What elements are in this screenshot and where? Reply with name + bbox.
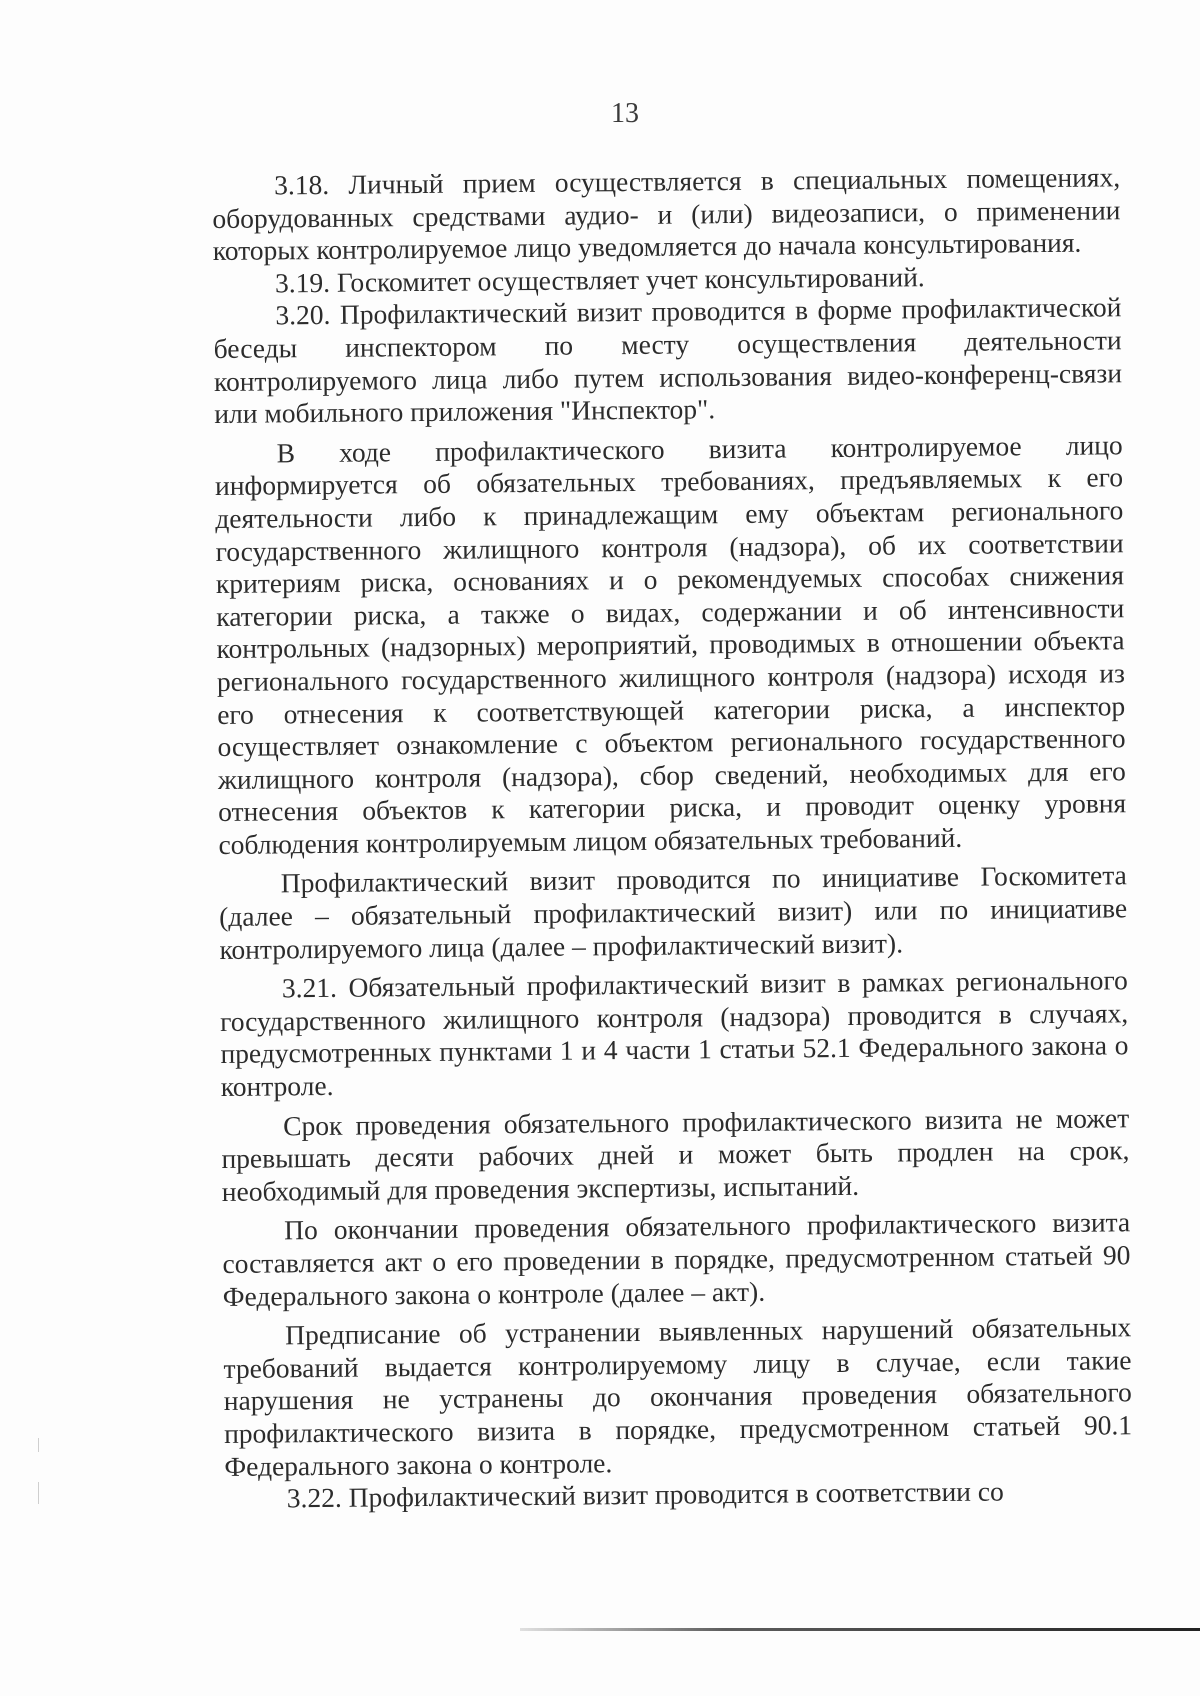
- document-body: [212, 161, 1133, 1515]
- scan-margin-mark: [38, 1482, 39, 1504]
- paragraph-3-22: 3.22. Профилактический визит проводится в соответствии со: [286, 1475, 1004, 1514]
- paragraph-prescription: Предписание об устранении выявленных нарушений обязательных требований выдается контролируемому лицу в случае, если такие нарушения не устранены до окончания проведения обязательного профилактического визита в порядке, предусмотренном статьей 90.1 Федерального закона о контроле.: [223, 1311, 1133, 1482]
- paragraph-3-19: 3.19. Госкомитет осуществляет учет консультирований.: [274, 260, 925, 299]
- page-number: 13: [611, 98, 639, 129]
- paragraph-visit-initiative: Профилактический визит проводится по инициативе Госкомитета (далее – обязательный профилактический визит) или по инициативе контролируемого лица (далее – профилактический визит).: [219, 859, 1128, 965]
- paragraph-3-21: 3.21. Обязательный профилактический визит в рамках регионального государственного жилищного контроля (надзора) проводится в случаях, предусмотренных пунктами 1 и 4 части 1 статьи 52.1 Федерального закона о контроле.: [220, 964, 1129, 1102]
- scan-margin-mark: [38, 1438, 39, 1452]
- paragraph-visit-content: В ходе профилактического визита контролируемое лицо информируется об обязательных требованиях, предъявляемых к его деятельности либо к принадлежащим ему объектам регионального государственного жилищного контроля (надзора), об их соответствии критериям риска, основаниях и о рекомендуемых способах снижения категории риска, а также о видах, содержании и об интенсивности контрольных (надзорных) мероприятий, проводимых в отношении объекта регионального государственного жилищного контроля (надзора) исходя из его отнесения к соответствующей категории риска, а инспектор осуществляет ознакомление с объектом регионального государственного жилищного контроля (надзора), сбор сведений, необходимых для его отнесения объектов к категории риска, и проводит оценку уровня соблюдения контролируемым лицом обязательных требований.: [214, 429, 1127, 860]
- paragraph-visit-act: По окончании проведения обязательного профилактического визита составляется акт о его проведении в порядке, предусмотренном статьей 90 Федерального закона о контроле (далее – акт).: [222, 1206, 1131, 1312]
- paragraph-3-20: 3.20. Профилактический визит проводится в форме профилактической беседы инспектором по месту осуществления деятельности контролируемого лица либо путем использования видео-конференц-связи или мобильного приложения "Инспектор".: [213, 291, 1123, 430]
- scan-bottom-edge: [520, 1628, 1200, 1631]
- paragraph-3-18: 3.18. Личный прием осуществляется в специальных помещениях, оборудованных средствами аудио- и (или) видеозаписи, о применении которых контролируемое лицо уведомляется до начала консультирования.: [212, 161, 1121, 267]
- paragraph-visit-duration: Срок проведения обязательного профилактического визита не может превышать десяти рабочих дней и может быть продлен на срок, необходимый для проведения экспертизы, испытаний.: [221, 1101, 1130, 1207]
